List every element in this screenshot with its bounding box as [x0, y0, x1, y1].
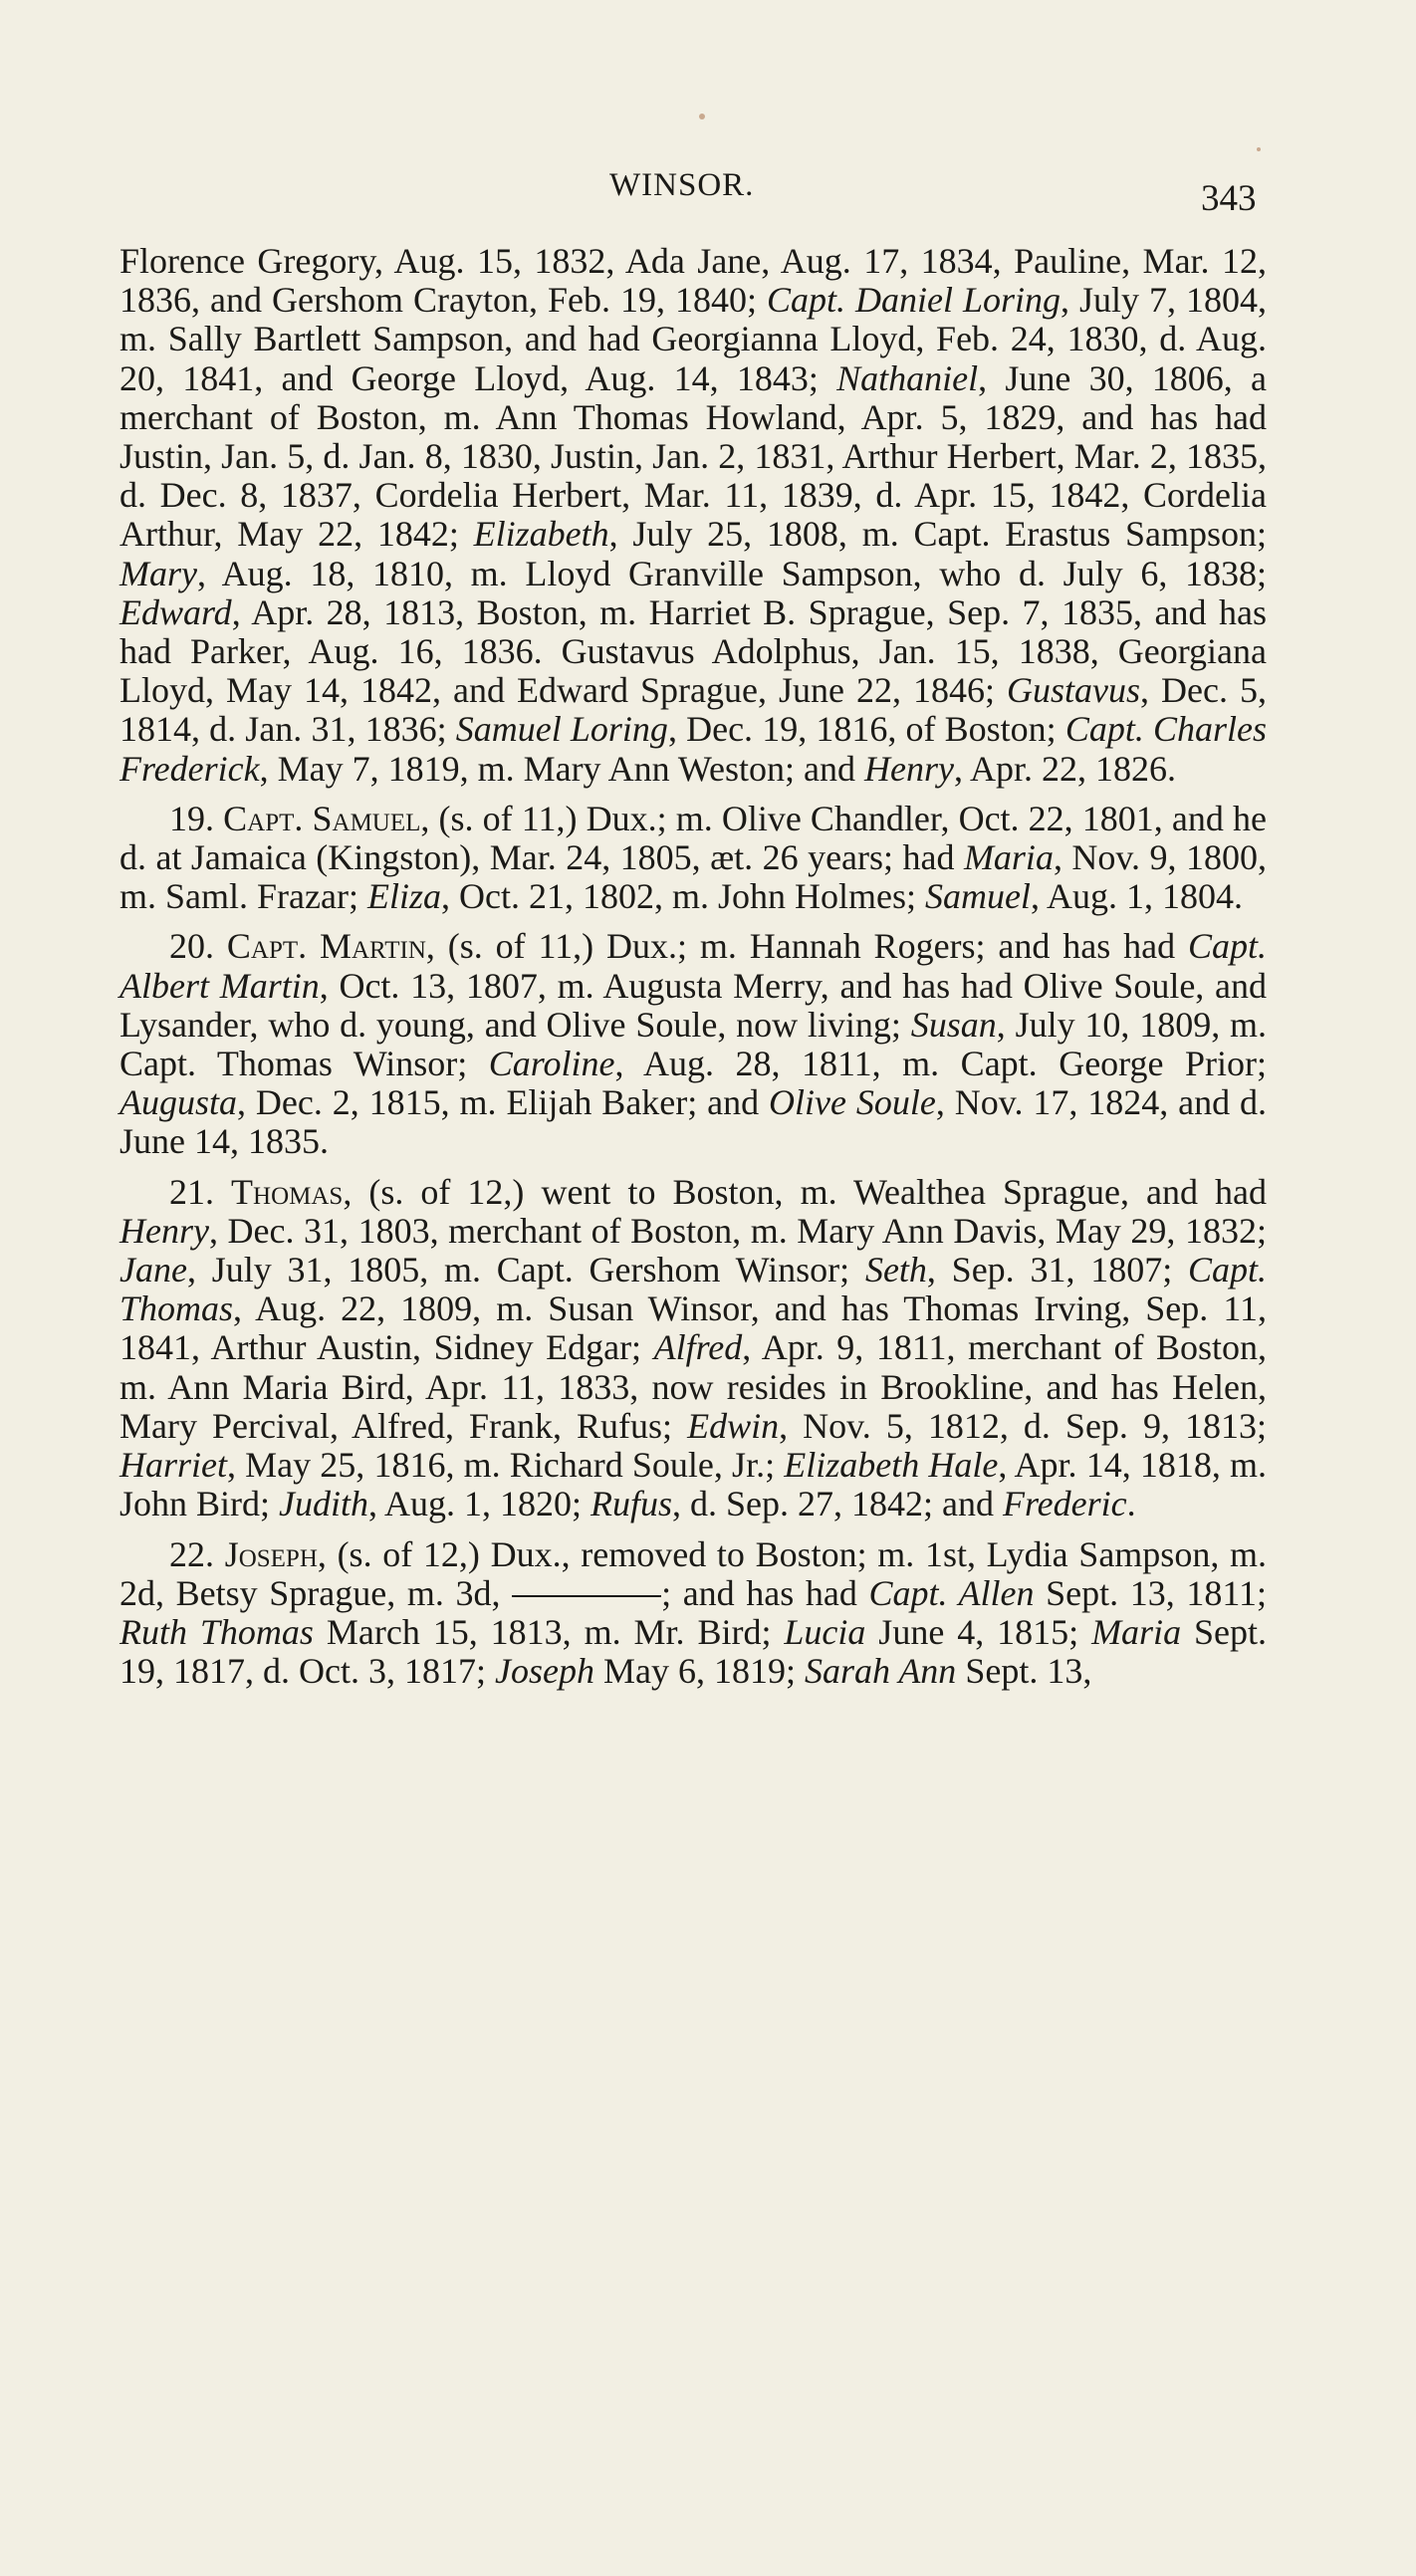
entry-number: 22. — [169, 1533, 214, 1574]
text-run: ; and has had — [661, 1572, 869, 1613]
name-italic: Edwin — [687, 1405, 780, 1446]
paragraph — [119, 800, 1267, 917]
name-italic: Rufus — [590, 1484, 673, 1524]
name-italic: Capt. Albert Martin — [119, 926, 1267, 1006]
name-italic: Capt. Charles Frederick — [119, 709, 1268, 789]
text-run: , Nov. 9, 1800, m. Saml. Frazar; — [119, 837, 1267, 917]
running-title: WINSOR. — [609, 167, 755, 203]
text-run: , Dec. 19, 1816, of Boston; — [667, 709, 1065, 750]
text-run: , July 25, 1808, m. Capt. Erastus Sampson; — [608, 514, 1268, 555]
name-italic: Capt. Daniel Loring — [766, 280, 1061, 321]
text-run: , Oct. 13, 1807, m. Augusta Merry, and has had Olive Soule, and Lysander, who d. young, and Olive Soule, now living; — [119, 965, 1268, 1045]
name-italic: Seth — [864, 1250, 927, 1290]
name-italic: Samuel — [924, 876, 1031, 917]
name-italic: Samuel Loring — [455, 709, 668, 750]
text-run: , (s. of 11,) Dux.; m. Hannah Rogers; and has had — [425, 926, 1188, 967]
paragraph — [119, 1173, 1267, 1524]
name-italic: Elizabeth Hale — [784, 1445, 999, 1486]
paragraph — [119, 1535, 1267, 1692]
text-run: Sept. 13, — [956, 1651, 1092, 1692]
entry-number: 19. — [169, 798, 214, 838]
name-italic: Elizabeth — [473, 514, 609, 555]
name-italic: Capt. Allen — [868, 1572, 1035, 1613]
name-italic: Ruth Thomas — [119, 1611, 314, 1652]
text-run: , Apr. 28, 1813, Boston, m. Harriet B. Sprague, Sep. 7, 1835, and has had Parker, Aug. 16, 1836. Gustavus Adolphus, Jan. 15, 1838, Georgiana Lloyd, May 14, 1842, and Edward Sprague, June 22, 1846; — [119, 591, 1267, 711]
name-italic: Maria — [963, 837, 1054, 878]
text-run: , July 31, 1805, m. Capt. Gershom Winsor; — [186, 1250, 865, 1290]
name-italic: Lucia — [784, 1611, 866, 1652]
text-run: , Apr. 14, 1818, m. John Bird; — [119, 1445, 1268, 1524]
name-italic: Augusta — [119, 1082, 238, 1123]
text-run: , Aug. 1, 1804. — [1030, 876, 1243, 917]
text-run: , Dec. 2, 1815, m. Elijah Baker; and — [237, 1082, 770, 1123]
name-italic: Harriet — [119, 1445, 227, 1486]
text-run: , July 10, 1809, m. Capt. Thomas Winsor; — [119, 1004, 1268, 1084]
name-italic: Maria — [1091, 1611, 1182, 1652]
paragraph — [119, 927, 1267, 1161]
entry-name: Capt. Martin — [226, 926, 426, 967]
blank-rule — [512, 1595, 661, 1597]
name-italic: Eliza — [366, 876, 441, 917]
text-run: , Apr. 9, 1811, merchant of Boston, m. Ann Maria Bird, Apr. 11, 1833, now resides in Brookline, and has Helen, Mary Percival, Alfred, Frank, Rufus; — [119, 1327, 1267, 1446]
name-italic: Capt. Thomas — [119, 1250, 1267, 1329]
text-run: Sept. 13, 1811; — [1034, 1572, 1268, 1613]
text-run: , Nov. 17, 1824, and d. June 14, 1835. — [119, 1082, 1267, 1162]
body-text — [119, 242, 1267, 1691]
text-run: , July 7, 1804, m. Sally Bartlett Sampson, and had Georgianna Lloyd, Feb. 24, 1830, d. Aug. 20, 1841, and George Lloyd, Aug. 14, 1843; — [119, 280, 1268, 398]
page-number: 343 — [1201, 178, 1257, 219]
text-run: , Aug. 1, 1820; — [368, 1484, 591, 1524]
text-run: , May 25, 1816, m. Richard Soule, Jr.; — [227, 1445, 785, 1486]
entry-name: Joseph — [224, 1533, 318, 1574]
text-run: , Aug. 22, 1809, m. Susan Winsor, and has Thomas Irving, Sep. 11, 1841, Arthur Austin, Sidney Edgar; — [119, 1288, 1267, 1368]
text-run: , Apr. 22, 1826. — [953, 748, 1176, 789]
name-italic: Henry — [119, 1210, 209, 1251]
name-italic: Jane — [119, 1250, 187, 1290]
name-italic: Henry — [864, 748, 954, 789]
text-run: , Oct. 21, 1802, m. John Holmes; — [440, 876, 925, 917]
text-run: , Sep. 31, 1807; — [926, 1250, 1188, 1290]
text-run: . — [1126, 1484, 1136, 1524]
name-italic: Caroline — [488, 1044, 615, 1084]
name-italic: Mary — [119, 553, 197, 593]
paper-speck — [1257, 147, 1261, 151]
name-italic: Gustavus — [1007, 670, 1141, 711]
name-italic: Alfred — [653, 1327, 743, 1368]
text-run: May 6, 1819; — [593, 1651, 805, 1692]
text-run: , Dec. 5, 1814, d. Jan. 31, 1836; — [119, 670, 1267, 750]
text-run: June 4, 1815; — [865, 1611, 1092, 1652]
name-italic: Sarah Ann — [804, 1651, 957, 1692]
entry-name: Thomas — [231, 1171, 344, 1212]
running-head — [0, 167, 1416, 217]
name-italic: Susan — [910, 1004, 997, 1045]
text-run: , Aug. 18, 1810, m. Lloyd Granville Sampson, who d. July 6, 1838; — [196, 553, 1267, 593]
name-italic: Judith — [279, 1484, 368, 1524]
text-run: , Nov. 5, 1812, d. Sep. 9, 1813; — [779, 1405, 1267, 1446]
text-run: , (s. of 11,) Dux.; m. Olive Chandler, Oct. 22, 1801, and he d. at Jamaica (Kingston), Mar. 24, 1805, æt. 26 years; had — [119, 798, 1268, 878]
text-run: , Dec. 31, 1803, merchant of Boston, m. Mary Ann Davis, May 29, 1832; — [208, 1210, 1267, 1251]
text-run: Sept. 19, 1817, d. Oct. 3, 1817; — [119, 1611, 1267, 1692]
text-run: , d. Sep. 27, 1842; and — [672, 1484, 1004, 1524]
paragraph — [119, 242, 1267, 789]
text-run: , Aug. 28, 1811, m. Capt. George Prior; — [614, 1044, 1268, 1084]
text-run: March 15, 1813, m. Mr. Bird; — [313, 1611, 785, 1652]
entry-name: Capt. Samuel — [223, 798, 421, 838]
name-italic: Nathaniel — [836, 357, 979, 398]
text-run: , June 30, 1806, a merchant of Boston, m. Ann Thomas Howland, Apr. 5, 1829, and has had Justin, Jan. 5, d. Jan. 8, 1830, Justin, Jan. 2, 1831, Arthur Herbert, Mar. 2, 1835, d. Dec. 8, 1837, Cordelia Herbert, Mar. 11, 1839, d. Apr. 15, 1842, Cordelia Arthur, May 22, 1842; — [119, 357, 1268, 555]
name-italic: Edward — [119, 591, 232, 632]
entry-number: 20. — [169, 926, 214, 967]
text-run: , (s. of 12,) went to Boston, m. Wealthea Sprague, and had — [343, 1171, 1267, 1212]
name-italic: Joseph — [494, 1651, 594, 1692]
paper-speck — [699, 114, 705, 119]
name-italic: Frederic — [1003, 1484, 1127, 1524]
text-run: , May 7, 1819, m. Mary Ann Weston; and — [259, 748, 864, 789]
text-run: , (s. of 12,) Dux., removed to Boston; m. 1st, Lydia Sampson, m. 2d, Betsy Sprague, m. 3d, — [119, 1533, 1267, 1613]
text-run: Florence Gregory, Aug. 15, 1832, Ada Jane, Aug. 17, 1834, Pauline, Mar. 12, 1836, and Gershom Crayton, Feb. 19, 1840; — [119, 241, 1267, 321]
name-italic: Olive Soule — [769, 1082, 936, 1123]
entry-number: 21. — [169, 1171, 214, 1212]
